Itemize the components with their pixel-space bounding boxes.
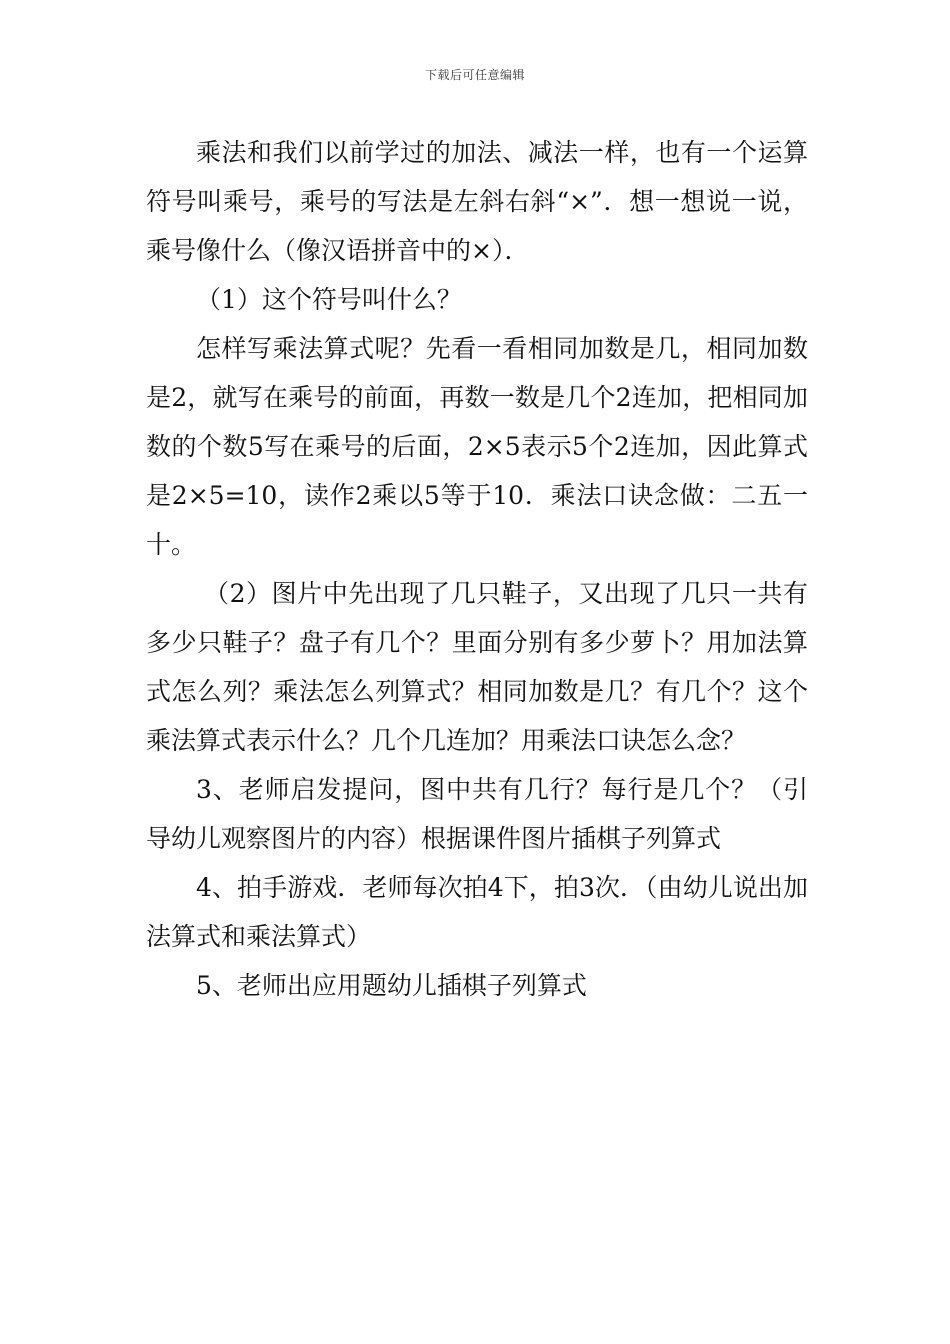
paragraph-question-1: （1）这个符号叫什么？ bbox=[196, 285, 462, 314]
paragraph-step-5: 5、老师出应用题幼儿插棋子列算式 bbox=[196, 971, 587, 1000]
paragraph-step-4: 4、拍手游戏．老师每次拍4下，拍3次．（由幼儿说出加法算式和乘法算式） bbox=[146, 873, 808, 951]
paragraph-multiplication-sign: 乘法和我们以前学过的加法、减法一样，也有一个运算符号叫乘号，乘号的写法是左斜右斜“×”．想一想说一说，乘号像什么（像汉语拼音中的×）． bbox=[146, 138, 808, 265]
paragraph-how-to-write: 怎样写乘法算式呢？先看一看相同加数是几，相同加数是2，就写在乘号的前面，再数一数是几个2连加，把相同加数的个数5写在乘号的后面，2×5表示5个2连加，因此算式是2×5=10，读作2乘以5等于10．乘法口诀念做：二五一十。 bbox=[146, 334, 808, 559]
paragraph-step-3: 3、老师启发提问，图中共有几行？每行是几个？（引导幼儿观察图片的内容）根据课件图片插棋子列算式 bbox=[146, 775, 808, 853]
page-header: 下载后可任意编辑 bbox=[424, 68, 525, 82]
document-body bbox=[146, 128, 808, 1010]
paragraph-question-2: （2）图片中先出现了几只鞋子，又出现了几只一共有多少只鞋子？盘子有几个？里面分别有多少萝卜？用加法算式怎么列？乘法怎么列算式？相同加数是几？有几个？这个乘法算式表示什么？几个几连加？用乘法口诀怎么念？ bbox=[146, 579, 808, 755]
